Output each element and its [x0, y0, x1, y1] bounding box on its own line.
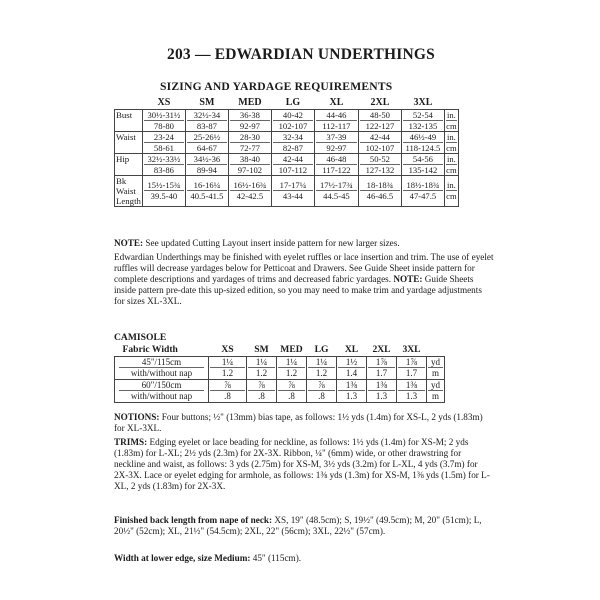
- yards-value: 1⅞: [398, 357, 425, 369]
- measure-cell: [271, 175, 314, 206]
- yardage-cell: [277, 356, 307, 379]
- unit-cm: cm: [446, 164, 457, 175]
- meters-value: 1.7: [405, 368, 418, 378]
- trims-label: TRIMS:: [114, 437, 148, 447]
- unit-m: m: [431, 368, 439, 378]
- size-header: LG: [285, 96, 301, 108]
- measure-label: [115, 175, 143, 206]
- meters-value: 1.3: [345, 391, 358, 401]
- size-header: LG: [314, 344, 329, 356]
- measure-label-text-2: Length: [116, 195, 141, 206]
- fabric-width-label: [115, 379, 209, 402]
- lower-edge-label: Width at lower edge, size Medium:: [114, 553, 251, 563]
- size-header: MED: [280, 344, 303, 356]
- measure-cell: [401, 153, 444, 175]
- blank-header: [115, 96, 143, 109]
- meters-value: .8: [224, 391, 231, 401]
- inches-value: 25-26½: [187, 132, 227, 143]
- inches-value: 18-18¾: [360, 180, 400, 191]
- measure-cell: [271, 109, 314, 131]
- fabric-width-header: Fabric Width: [122, 344, 178, 356]
- inches-value: 18½-18¾: [403, 180, 443, 191]
- cm-value: 78-80: [153, 120, 174, 131]
- fabric-width-label: [115, 356, 209, 379]
- cm-value: 83-86: [153, 164, 174, 175]
- inches-value: 54-56: [403, 154, 443, 165]
- measure-cell: [358, 153, 401, 175]
- yardage-cell: [397, 379, 427, 402]
- inches-value: 52-54: [403, 110, 443, 121]
- back-length-paragraph: [114, 515, 492, 537]
- inches-value: 32½-34: [187, 110, 227, 121]
- unit-cell: [444, 153, 458, 175]
- inches-value: 40-42: [273, 110, 313, 121]
- intro-text-1: Edwardian Underthings may be finished with eyelet ruffles or lace insertion and trim. The use of eyelet ruffles will decrease yardages below for Petticoat and Drawers. See Guide Sheet inside pattern for complete descriptions and yardages of trims and decreased fabric yardages.: [114, 252, 494, 285]
- size-header: SM: [199, 96, 215, 108]
- measure-cell: [142, 175, 185, 206]
- measure-cell: [401, 131, 444, 153]
- cm-value: 92-97: [239, 120, 260, 131]
- cm-value: 107-112: [278, 164, 308, 175]
- inches-value: 46-48: [316, 154, 357, 165]
- inches-value: 16-16¼: [187, 180, 227, 191]
- note-text: See updated Cutting Layout insert inside pattern for new larger sizes.: [143, 238, 400, 248]
- cm-value: 97-102: [237, 164, 263, 175]
- size-header: XS: [221, 344, 234, 356]
- fabric-nap-text: with/without nap: [130, 391, 193, 401]
- intro-paragraph: [114, 252, 494, 307]
- cm-value: 47-47.5: [409, 191, 437, 201]
- size-header: XS: [157, 96, 171, 108]
- note-new-sizes: [114, 238, 494, 249]
- inches-value: 48-50: [360, 110, 400, 121]
- fabric-width-value: 60"/150cm: [119, 380, 204, 392]
- cm-value: 89-94: [196, 164, 217, 175]
- unit-cell: [444, 109, 458, 131]
- size-header: XL: [344, 344, 359, 356]
- sizing-row: [115, 131, 459, 153]
- back-length-text: XS, 19" (48.5cm); S, 19½" (49.5cm); M, 20" (51cm); L, 20½" (52cm); XL, 21½" (54.5cm); 2XL, 22" (56cm); 3XL, 22½" (57cm).: [114, 515, 482, 537]
- measure-label-text: Bk Waist: [116, 175, 136, 196]
- measure-cell: [358, 109, 401, 131]
- fabric-row: [115, 379, 445, 402]
- cm-value: 117-122: [322, 164, 351, 175]
- cm-value: 102-107: [278, 120, 308, 131]
- measure-cell: [142, 153, 185, 175]
- meters-value: 1.2: [221, 368, 234, 378]
- inches-value: 32-34: [273, 132, 313, 143]
- meters-value: 1.3: [405, 391, 418, 401]
- unit-cm: cm: [446, 120, 457, 131]
- yards-value: ⅞: [248, 380, 275, 392]
- meters-value: 1.2: [315, 368, 328, 378]
- cm-value: 64-67: [196, 142, 217, 153]
- inches-value: 42-44: [360, 132, 400, 143]
- document-title: 203 — EDWARDIAN UNDERTHINGS: [167, 46, 435, 63]
- unit-header: [427, 344, 445, 356]
- meters-value: .8: [318, 391, 325, 401]
- measure-cell: [185, 175, 228, 206]
- cm-value: 44.5-45: [323, 191, 350, 201]
- yards-value: ⅞: [210, 380, 245, 392]
- meters-value: 1.2: [255, 368, 268, 378]
- inches-value: 17½-17¾: [316, 180, 357, 191]
- meters-value: .8: [288, 391, 295, 401]
- unit-cm: cm: [446, 191, 457, 201]
- sizing-table: [114, 96, 459, 207]
- yards-value: 1⅞: [368, 357, 395, 369]
- notions-text: Four buttons; ½" (13mm) bias tape, as follows: 1½ yds (1.4m) for XS-L, 2 yds (1.83m) for XL-3XL.: [114, 412, 483, 434]
- measure-cell: [228, 175, 271, 206]
- measure-cell: [401, 109, 444, 131]
- cm-value: 122-127: [365, 120, 395, 131]
- intro-text-2: Guide Sheets inside pattern pre-date this up-sized edition, so you may need to make trim and yardage adjustments for sizes XL-3XL.: [114, 274, 482, 307]
- measure-cell: [185, 109, 228, 131]
- measure-cell: [314, 109, 358, 131]
- yardage-cell: [209, 379, 247, 402]
- fabric-nap-text: with/without nap: [130, 368, 193, 378]
- meters-value: 1.2: [285, 368, 298, 378]
- fabric-header-row: [115, 344, 445, 356]
- measure-cell: [401, 175, 444, 206]
- measure-cell: [185, 153, 228, 175]
- unit-m: m: [431, 391, 439, 401]
- back-length-label: Finished back length from nape of neck:: [114, 515, 273, 525]
- inches-value: 46½-49: [403, 132, 443, 143]
- unit-cell: [444, 131, 458, 153]
- yards-value: ⅞: [278, 380, 305, 392]
- unit-yd: yd: [428, 380, 443, 392]
- cm-value: 112-117: [322, 120, 351, 131]
- measure-cell: [228, 131, 271, 153]
- yardage-cell: [277, 379, 307, 402]
- unit-yd: yd: [428, 357, 443, 369]
- measure-label: [115, 131, 143, 153]
- cm-value: 102-107: [365, 142, 395, 153]
- yards-value: ⅞: [308, 380, 335, 392]
- size-header: 2XL: [372, 344, 391, 356]
- measure-label-text-2: [116, 164, 141, 174]
- yardage-cell: [397, 356, 427, 379]
- fabric-width-value: 45"/115cm: [119, 357, 204, 369]
- notions-paragraph: [114, 412, 492, 434]
- yards-value: 1¼: [308, 357, 335, 369]
- yardage-cell: [367, 379, 397, 402]
- inches-value: 44-46: [316, 110, 357, 121]
- measure-cell: [271, 131, 314, 153]
- trims-text: Edging eyelet or lace beading for neckline, as follows: 1½ yds (1.4m) for XS-M; 2 yds (1.83m) for L-XL; 2½ yds (2.3m) for 2X-3X. Ribbon, ¼" (6mm) wide, or other drawstring for neckline and waist, as follows: 3 yds (2.75m) for XS-M, 3½ yds (3.2m) for L-XL, 4 yds (3.7m) for 2X-3X. Lace or eyelet edging for armhole, as follows: 1⅜ yds (1.3m) for XS-M, 1⅜ yds (1.5m) for L-XL, 2 yds (1.83m) for 2X-3X.: [114, 437, 490, 492]
- measure-label-text: Hip: [116, 154, 130, 164]
- yards-value: 1¼: [248, 357, 275, 369]
- measure-label-text: Waist: [116, 132, 136, 142]
- cm-value: 83-87: [196, 120, 217, 131]
- inches-value: 38-40: [230, 154, 270, 165]
- meters-value: 1.4: [345, 368, 358, 378]
- inches-value: 15½-15¾: [144, 180, 184, 191]
- unit-in: in.: [447, 109, 456, 120]
- fabric-row: [115, 356, 445, 379]
- size-header: 3XL: [402, 344, 421, 356]
- inches-value: 37-39: [316, 132, 357, 143]
- measure-label: [115, 109, 143, 131]
- unit-in: in.: [447, 131, 456, 142]
- yardage-cell: [307, 356, 337, 379]
- inches-value: 32½-33½: [144, 154, 184, 165]
- measure-label-text: Bust: [116, 110, 133, 120]
- yardage-cell: [307, 379, 337, 402]
- size-header: 3XL: [413, 96, 433, 108]
- measure-cell: [228, 109, 271, 131]
- size-header: XL: [329, 96, 344, 108]
- yardage-cell: [337, 356, 367, 379]
- inches-value: 34½-36: [187, 154, 227, 165]
- yards-value: 1½: [338, 357, 365, 369]
- measure-label-text-2: [116, 142, 141, 152]
- camisole-heading: CAMISOLE: [114, 332, 167, 343]
- inches-value: 17-17¼: [273, 180, 313, 191]
- unit-header: [444, 96, 458, 109]
- measure-cell: [142, 109, 185, 131]
- measure-cell: [358, 131, 401, 153]
- yardage-cell: [247, 379, 277, 402]
- measure-cell: [142, 131, 185, 153]
- unit-cell: [427, 356, 445, 379]
- yards-value: 1⅜: [338, 380, 365, 392]
- camisole-yardage-table: [114, 344, 445, 403]
- inches-value: 50-52: [360, 154, 400, 165]
- lower-edge-paragraph: [114, 553, 492, 564]
- yardage-cell: [337, 379, 367, 402]
- notions-label: NOTIONS:: [114, 412, 160, 422]
- inches-value: 16½-16¾: [230, 180, 270, 191]
- intro-note-label: NOTE:: [393, 274, 423, 285]
- inches-value: 42-44: [273, 154, 313, 165]
- sizing-row: [115, 153, 459, 175]
- lower-edge-text: 45" (115cm).: [250, 553, 302, 563]
- yards-value: 1¼: [210, 357, 245, 369]
- unit-cell: [427, 379, 445, 402]
- size-header: 2XL: [370, 96, 390, 108]
- cm-value: 132-135: [408, 120, 438, 131]
- measure-label-text-2: [116, 120, 141, 130]
- measure-cell: [228, 153, 271, 175]
- yardage-cell: [209, 356, 247, 379]
- page-header: [114, 46, 488, 64]
- inches-value: 30½-31½: [144, 110, 184, 121]
- sizing-heading: SIZING AND YARDAGE REQUIREMENTS: [160, 80, 393, 93]
- measure-cell: [271, 153, 314, 175]
- yards-value: 1⅜: [398, 380, 425, 392]
- inches-value: 23-24: [144, 132, 184, 143]
- sizing-header-row: [115, 96, 459, 109]
- inches-value: 36-38: [230, 110, 270, 121]
- sizing-row: [115, 175, 459, 206]
- measure-cell: [314, 153, 358, 175]
- trims-paragraph: [114, 437, 492, 492]
- cm-value: 92-97: [326, 142, 347, 153]
- cm-value: 135-142: [408, 164, 438, 175]
- unit-cell: [444, 175, 458, 206]
- note-label: NOTE:: [114, 238, 144, 248]
- yards-value: 1¼: [278, 357, 305, 369]
- yardage-cell: [367, 356, 397, 379]
- cm-value: 46-46.5: [366, 191, 394, 201]
- cm-value: 82-87: [282, 142, 303, 153]
- cm-value: 40.5-41.5: [190, 191, 224, 201]
- measure-cell: [358, 175, 401, 206]
- measure-label: [115, 153, 143, 175]
- unit-in: in.: [447, 153, 456, 164]
- size-header: MED: [238, 96, 262, 108]
- cm-value: 118-124.5: [405, 142, 441, 153]
- inches-value: 28-30: [230, 132, 270, 143]
- yards-value: 1⅜: [368, 380, 395, 392]
- size-header: SM: [254, 344, 269, 356]
- measure-cell: [314, 175, 358, 206]
- meters-value: 1.7: [375, 368, 388, 378]
- sizing-row: [115, 109, 459, 131]
- cm-value: 43-44: [282, 191, 303, 201]
- yardage-cell: [247, 356, 277, 379]
- unit-cm: cm: [446, 142, 457, 153]
- meters-value: .8: [258, 391, 265, 401]
- cm-value: 58-61: [153, 142, 174, 153]
- measure-cell: [314, 131, 358, 153]
- unit-in: in.: [447, 180, 456, 190]
- measure-cell: [185, 131, 228, 153]
- meters-value: 1.3: [375, 391, 388, 401]
- cm-value: 127-132: [365, 164, 395, 175]
- cm-value: 39.5-40: [150, 191, 178, 201]
- cm-value: 42-42.5: [236, 191, 264, 201]
- cm-value: 72-77: [239, 142, 260, 153]
